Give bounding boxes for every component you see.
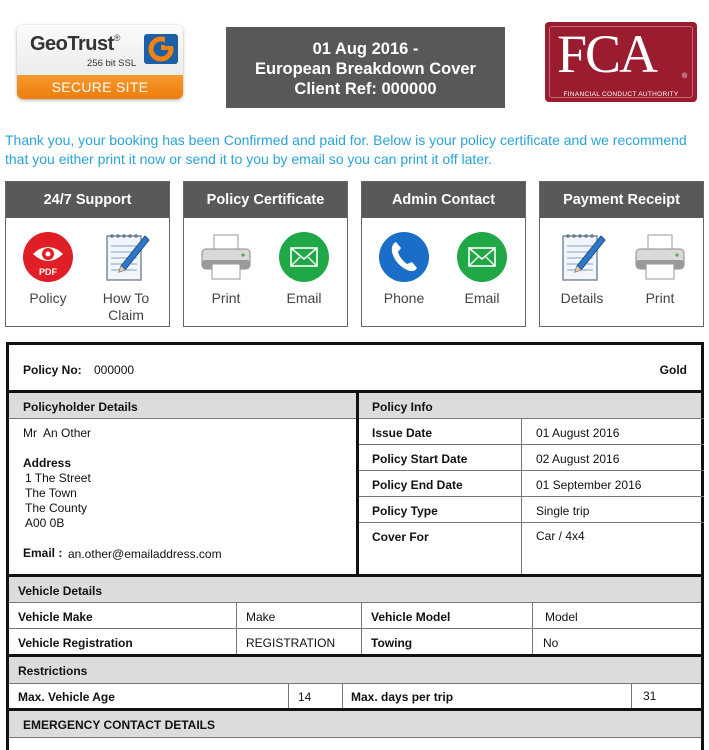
cover-level: Gold (659, 363, 687, 377)
tile-payment-receipt-title: Payment Receipt (540, 182, 703, 218)
end-date-label: Policy End Date (372, 478, 463, 492)
admin-email-label: Email (464, 290, 500, 306)
confirmation-message: Thank you, your booking has been Confirmed and paid for. Below is your policy certificate and we recommend that you either print it now or send it to you by email so you can print it off later. (5, 132, 687, 167)
address-label: Address (23, 456, 72, 470)
notepad-pencil-icon (99, 230, 153, 284)
tile-admin-contact-title: Admin Contact (362, 182, 525, 218)
receipt-print-label: Print (645, 290, 675, 306)
vehicle-make-value: Make (246, 610, 276, 624)
policy-no-label: Policy No: (23, 363, 82, 377)
email-icon (455, 230, 509, 284)
notepad-pencil-icon (555, 230, 609, 284)
emergency-contact-heading: EMERGENCY CONTACT DETAILS (23, 718, 216, 732)
policy-info-heading: Policy Info (372, 400, 433, 414)
booking-product-line: European Breakdown Cover (255, 60, 476, 78)
geotrust-brand: GeoTrust (30, 33, 114, 55)
policy-label: Policy (29, 290, 67, 306)
max-vehicle-age-value: 14 (298, 690, 312, 704)
holder-name (23, 426, 91, 441)
holder-title: Mr (23, 426, 37, 440)
fca-logo-letters: FCA (557, 24, 657, 84)
vehicle-reg-label: Vehicle Registration (18, 636, 133, 650)
max-days-label: Max. days per trip (351, 690, 454, 704)
vehicle-model-value: Model (545, 610, 578, 624)
tile-support-title: 24/7 Support (6, 182, 169, 218)
email-icon (277, 230, 331, 284)
geotrust-secure-site: SECURE SITE (17, 75, 183, 99)
tile-policy-certificate-title: Policy Certificate (184, 182, 347, 218)
holder-email[interactable]: an.other@emailaddress.com (68, 547, 222, 561)
fca-reg-mark: ® (682, 73, 688, 80)
max-vehicle-age-label: Max. Vehicle Age (18, 690, 115, 704)
tile-support (5, 181, 170, 327)
admin-email-button[interactable] (442, 230, 522, 307)
issue-date-value: 01 August 2016 (536, 426, 620, 440)
address-line-4: A00 0B (25, 516, 65, 530)
policy-no-value: 000000 (94, 363, 135, 377)
booking-title-box (226, 27, 505, 108)
booking-client-ref-line: Client Ref: 000000 (294, 80, 437, 98)
booking-date-line: 01 Aug 2016 - (312, 40, 419, 58)
fca-subtitle: FINANCIAL CONDUCT AUTHORITY (563, 91, 679, 98)
svg-text:PDF: PDF (39, 267, 57, 277)
how-to-claim-button[interactable] (86, 230, 166, 324)
email-label: Email : (23, 546, 63, 560)
policy-type-label: Policy Type (372, 504, 438, 518)
tile-payment-receipt (539, 181, 704, 327)
holder-full-name: An Other (43, 426, 92, 440)
address-line-1: 1 The Street (25, 471, 91, 485)
tile-admin-contact (361, 181, 526, 327)
phone-icon (377, 230, 431, 284)
end-date-value: 01 September 2016 (536, 478, 642, 492)
vehicle-details-heading: Vehicle Details (18, 584, 103, 598)
vehicle-model-label: Vehicle Model (371, 610, 451, 624)
certificate-email-button[interactable] (264, 230, 344, 307)
receipt-print-button[interactable] (620, 230, 700, 307)
address-line-3: The County (25, 501, 88, 515)
certificate-print-button[interactable] (186, 230, 266, 307)
certificate-email-label: Email (286, 290, 322, 306)
start-date-value: 02 August 2016 (536, 452, 620, 466)
vehicle-reg-value: REGISTRATION (246, 636, 336, 650)
fca-logo (545, 22, 697, 102)
policyholder-heading: Policyholder Details (23, 400, 138, 414)
pdf-icon (21, 230, 75, 284)
geotrust-ssl-text: 256 bit SSL (87, 58, 137, 69)
printer-icon (199, 230, 253, 284)
geotrust-reg-mark: ® (113, 33, 120, 43)
cover-for-value: Car / 4x4 (536, 529, 585, 543)
towing-label: Towing (371, 636, 413, 650)
max-days-value: 31 (643, 689, 657, 703)
receipt-details-button[interactable] (542, 230, 622, 307)
how-to-claim-label: How To Claim (102, 290, 150, 323)
receipt-details-label: Details (560, 290, 604, 306)
policy-pdf-button[interactable] (8, 230, 88, 307)
start-date-label: Policy Start Date (372, 452, 468, 466)
certificate-print-label: Print (211, 290, 241, 306)
address-line-2: The Town (25, 486, 77, 500)
restrictions-heading: Restrictions (18, 664, 88, 678)
cover-for-label: Cover For (372, 530, 429, 544)
policy-type-value: Single trip (536, 504, 590, 518)
tile-policy-certificate (183, 181, 348, 327)
towing-value: No (543, 636, 559, 650)
issue-date-label: Issue Date (372, 426, 433, 440)
printer-icon (633, 230, 687, 284)
admin-phone-button[interactable] (364, 230, 444, 307)
geotrust-secure-badge[interactable] (17, 25, 183, 99)
vehicle-make-label: Vehicle Make (18, 610, 93, 624)
admin-phone-label: Phone (383, 290, 425, 306)
policy-certificate (6, 342, 704, 750)
geotrust-logo-icon (144, 34, 178, 64)
